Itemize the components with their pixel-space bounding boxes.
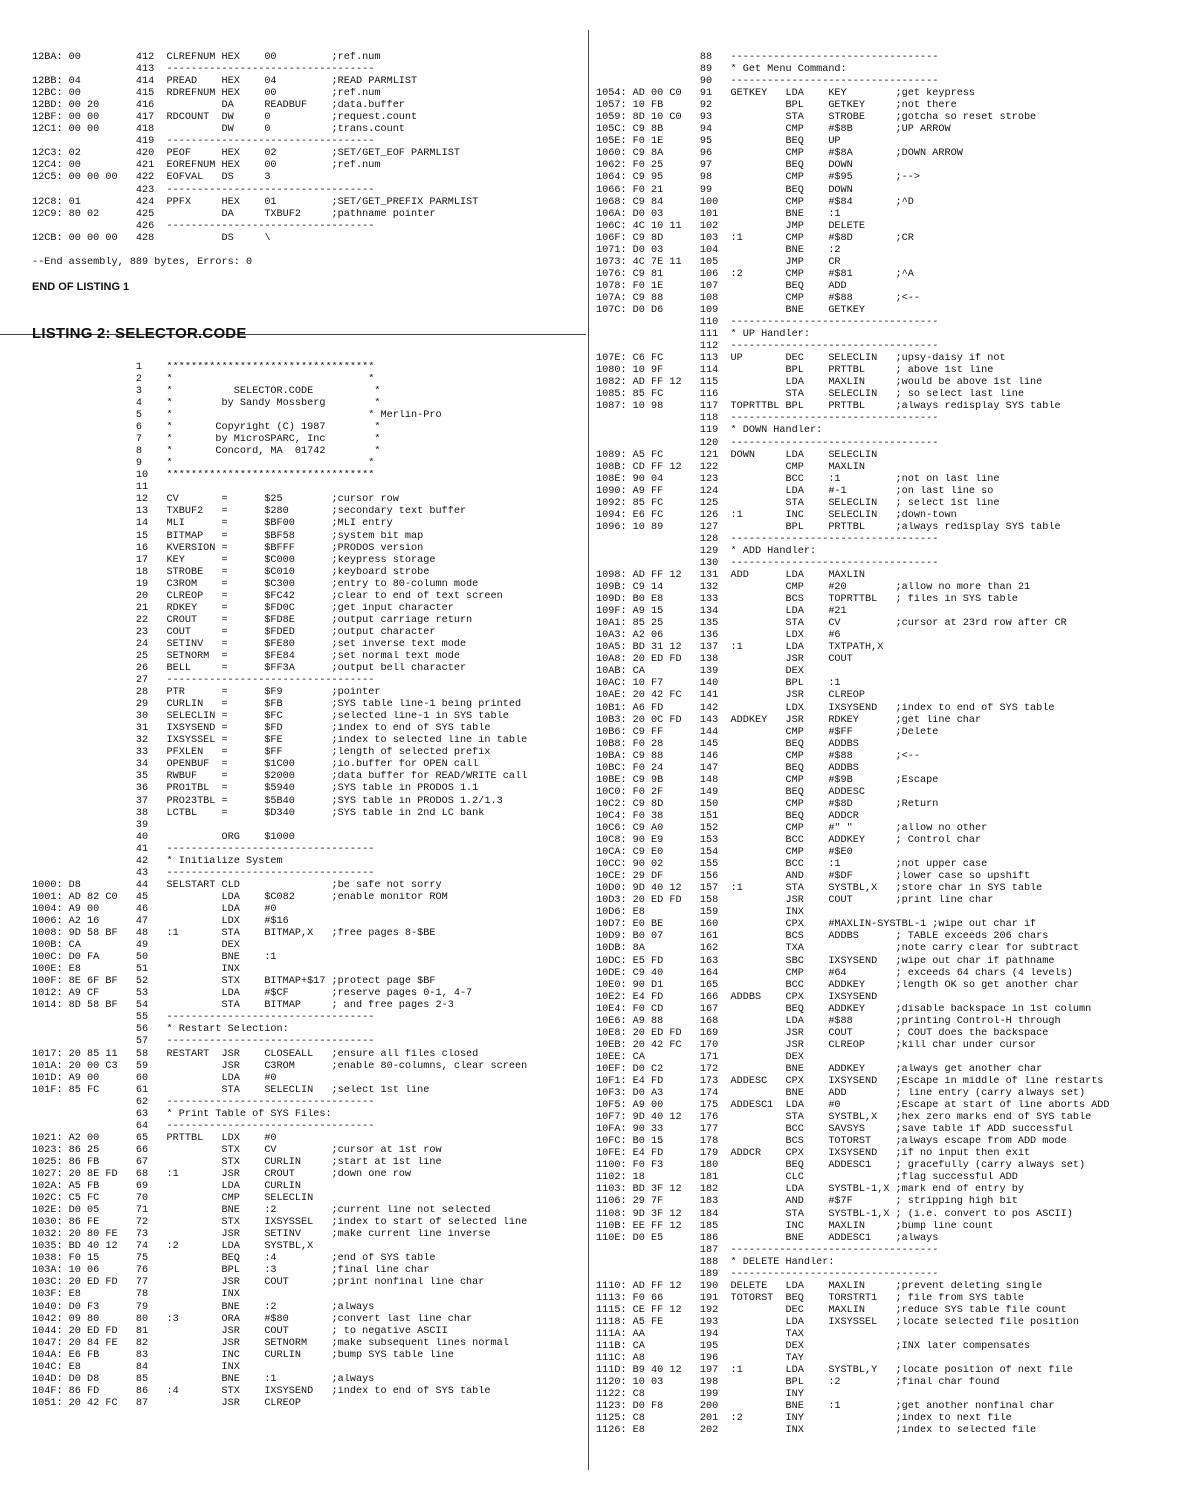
code-line: 32 IXSYSSEL = $FE ;index to selected line in table: [32, 735, 528, 747]
code-line: 1073: 4C 7E 11 105 JMP CR: [596, 256, 841, 268]
code-line: 8 * Concord, MA 01742 *: [32, 446, 381, 458]
code-line: 10C2: C9 8D 150 CMP #$8D ;Return: [596, 798, 939, 810]
code-line: 413 ----------------------------------: [32, 64, 375, 76]
code-line: 128 ----------------------------------: [596, 533, 939, 545]
code-line: 57 ----------------------------------: [32, 1036, 375, 1048]
code-line: 1042: 09 80 80 :3 ORA #$80 ;convert last line char: [32, 1313, 473, 1325]
code-line: 1096: 10 89 127 BPL PRTTBL ;always redisplay SYS table: [596, 521, 1061, 533]
code-line: 10B8: F0 28 145 BEQ ADDBS: [596, 738, 859, 750]
code-line: [32, 245, 584, 257]
code-line: 10E4: F0 CD 167 BEQ ADDKEY ;disable backspace in 1st column: [596, 1003, 1092, 1015]
code-line: 22 CROUT = $FD8E ;output carriage return: [32, 614, 473, 626]
code-line: 1108: 9D 3F 12 184 STA SYSTBL-1,X ; (i.e. convert to pos ASCII): [596, 1208, 1073, 1220]
code-line: 10B6: C9 FF 144 CMP #$FF ;Delete: [596, 726, 939, 738]
code-line: 4 * by Sandy Mossberg *: [32, 397, 381, 409]
code-line: 25 SETNORM = $FE84 ;set normal text mode: [32, 650, 460, 662]
code-line: 187 ----------------------------------: [596, 1244, 939, 1256]
code-line: 102C: C5 FC 70 CMP SELECLIN: [32, 1193, 314, 1205]
code-line: 10BA: C9 88 146 CMP #$88 ;<--: [596, 750, 921, 762]
code-line: 106F: C9 8D 103 :1 CMP #$8D ;CR: [596, 232, 914, 244]
code-line: 1071: D0 03 104 BNE :2: [596, 244, 841, 256]
code-line: 10F7: 9D 40 12 176 STA SYSTBL,X ;hex zero marks end of SYS table: [596, 1112, 1092, 1124]
code-line: 1047: 20 84 FE 82 JSR SETNORM ;make subsequent lines normal: [32, 1337, 509, 1349]
code-line: 1027: 20 8E FD 68 :1 JSR CROUT ;down one row: [32, 1168, 412, 1180]
code-line: 106A: D0 03 101 BNE :1: [596, 208, 841, 220]
code-line: 1100: F0 F3 180 BEQ ADDESC1 ; gracefully (carry always set): [596, 1160, 1086, 1172]
code-line: 1066: F0 21 99 BEQ DOWN: [596, 184, 853, 196]
code-line: 12C9: 80 02 425 DA TXBUF2 ;pathname pointer: [32, 208, 436, 220]
code-line: 112 ----------------------------------: [596, 341, 939, 353]
right-column: [596, 52, 1176, 1437]
code-line: 10BE: C9 9B 148 CMP #$9B ;Escape: [596, 774, 939, 786]
code-line: 2 * *: [32, 373, 375, 385]
code-line: 103F: E8 78 INX: [32, 1289, 240, 1301]
code-line: --End assembly, 889 bytes, Errors: 0: [32, 256, 253, 268]
code-line: 103C: 20 ED FD 77 JSR COUT ;print nonfinal line char: [32, 1277, 485, 1289]
code-line: 1085: 85 FC 116 STA SELECLIN ; so select last line: [596, 389, 1024, 401]
code-line: 1110: AD FF 12 190 DELETE LDA MAXLIN ;prevent deleting single: [596, 1280, 1043, 1292]
code-line: 10 **********************************: [32, 470, 375, 482]
code-line: 119 * DOWN Handler:: [596, 425, 823, 437]
code-line: 12C8: 01 424 PPFX HEX 01 ;SET/GET_PREFIX PARMLIST: [32, 196, 479, 208]
code-line: 1098: AD FF 12 131 ADD LDA MAXLIN: [596, 570, 865, 582]
code-line: 101A: 20 00 C3 59 JSR C3ROM ;enable 80-columns, clear screen: [32, 1060, 528, 1072]
code-line: 12BD: 00 20 416 DA READBUF ;data.buffer: [32, 100, 405, 112]
code-line: 34 OPENBUF = $1C00 ;io.buffer for OPEN call: [32, 759, 479, 771]
code-line: 1035: BD 40 12 74 :2 LDA SYSTBL,X: [32, 1241, 314, 1253]
code-line: 10E2: E4 FD 166 ADDBS CPX IXSYSEND: [596, 991, 878, 1003]
code-line: 10EE: CA 171 DEX: [596, 1051, 804, 1063]
code-line: 1023: 86 25 66 STX CV ;cursor at 1st row: [32, 1144, 442, 1156]
code-line: 10D7: E0 BE 160 CPX #MAXLIN-SYSTBL-1 ;wipe out char if: [596, 919, 1037, 931]
code-line: 13 TXBUF2 = $280 ;secondary text buffer: [32, 506, 467, 518]
code-line: 18 STROBE = $C010 ;keyboard strobe: [32, 566, 430, 578]
code-line: 10F1: E4 FD 173 ADDESC CPX IXSYSEND ;Escape in middle of line restarts: [596, 1075, 1104, 1087]
code-line: 12C1: 00 00 418 DW 0 ;trans.count: [32, 124, 405, 136]
code-line: 10D3: 20 ED FD 158 JSR COUT ;print line char: [596, 895, 994, 907]
code-line: 9 * *: [32, 458, 375, 470]
code-line: 1103: BD 3F 12 182 LDA SYSTBL-1,X ;mark end of entry by: [596, 1184, 1024, 1196]
code-line: 10C6: C9 A0 152 CMP #" " ;allow no other: [596, 823, 988, 834]
code-line: 1012: A9 CF 53 LDA #$CF ;reserve pages 0-1, 4-7: [32, 988, 473, 1000]
code-line: 10CE: 29 DF 156 AND #$DF ;lower case so upshift: [596, 871, 1031, 883]
code-line: 1060: C9 8A 96 CMP #$8A ;DOWN ARROW: [596, 148, 963, 160]
code-line: 5 * * Merlin-Pro: [32, 410, 442, 422]
code-line: 15 BITMAP = $BF58 ;system bit map: [32, 530, 424, 542]
code-line: 1120: 10 03 198 BPL :2 ;final char found: [596, 1377, 1000, 1389]
code-line: 110 ----------------------------------: [596, 317, 939, 329]
code-line: 102A: A5 FB 69 LDA CURLIN: [32, 1181, 301, 1193]
code-line: 42 * Initialize System: [32, 855, 283, 867]
code-line: 10D0: 9D 40 12 157 :1 STA SYSTBL,X ;store char in SYS table: [596, 883, 1043, 895]
code-line: 111B: CA 195 DEX ;INX later compensates: [596, 1341, 1031, 1353]
code-line: 118 ----------------------------------: [596, 413, 939, 425]
code-line: 100E: E8 51 INX: [32, 964, 240, 976]
code-line: 189 ----------------------------------: [596, 1268, 939, 1280]
code-line: 1064: C9 95 98 CMP #$95 ;-->: [596, 172, 921, 184]
code-line: 107E: C6 FC 113 UP DEC SELECLIN ;upsy-daisy if not: [596, 353, 1006, 365]
code-line: 10EF: D0 C2 172 BNE ADDKEY ;always get another char: [596, 1063, 1043, 1075]
code-line: 1014: 8D 58 BF 54 STA BITMAP ; and free pages 2-3: [32, 1000, 454, 1012]
listing2-code-left: [32, 362, 584, 1410]
code-line: 38 LCTBL = $D340 ;SYS table in 2nd LC bank: [32, 807, 485, 819]
code-line: 1062: F0 25 97 BEQ DOWN: [596, 160, 853, 172]
code-line: 100B: CA 49 DEX: [32, 940, 240, 952]
code-line: 3 * SELECTOR.CODE *: [32, 385, 381, 397]
code-line: 14 MLI = $BF00 ;MLI entry: [32, 518, 393, 530]
code-line: 103A: 10 06 76 BPL :3 ;final line char: [32, 1265, 430, 1277]
code-line: 100C: D0 FA 50 BNE :1: [32, 952, 277, 964]
code-line: 1030: 86 FE 72 STX IXSYSSEL ;index to start of selected line: [32, 1217, 528, 1229]
code-line: 35 RWBUF = $2000 ;data buffer for READ/WRITE call: [32, 771, 528, 783]
code-line: 1092: 85 FC 125 STA SELECLIN ; select 1st line: [596, 497, 1000, 509]
code-line: 10CA: C9 E0 154 CMP #$E0: [596, 847, 853, 859]
code-line: 188 * DELETE Handler:: [596, 1256, 835, 1268]
code-line: 1090: A9 FF 124 LDA #-1 ;on last line so: [596, 485, 994, 497]
code-line: 10F5: A9 00 175 ADDESC1 LDA #0 ;Escape at start of line aborts ADD: [596, 1100, 1110, 1112]
code-line: 12BF: 00 00 417 RDCOUNT DW 0 ;request.count: [32, 112, 418, 124]
code-line: 11: [32, 482, 149, 494]
code-line: 21 RDKEY = $FD0C ;get input character: [32, 602, 454, 614]
code-line: 10C8: 90 E9 153 BCC ADDKEY ; Control char: [596, 835, 982, 847]
code-line: 55 ----------------------------------: [32, 1012, 375, 1024]
code-line: 105E: F0 1E 95 BEQ UP: [596, 136, 841, 148]
code-line: 17 KEY = $C000 ;keypress storage: [32, 554, 436, 566]
code-line: 104D: D0 D8 85 BNE :1 ;always: [32, 1373, 375, 1385]
code-line: 10BC: F0 24 147 BEQ ADDBS: [596, 762, 859, 774]
code-line: 426 ----------------------------------: [32, 220, 375, 232]
code-line: 1006: A2 16 47 LDX #$16: [32, 916, 289, 927]
code-line: 110B: EE FF 12 185 INC MAXLIN ;bump line count: [596, 1220, 994, 1232]
code-line: 10C4: F0 38 151 BEQ ADDCR: [596, 810, 859, 822]
code-line: 10D6: E8 159 INX: [596, 907, 804, 919]
code-line: 111C: A8 196 TAY: [596, 1353, 804, 1365]
code-line: 1051: 20 42 FC 87 JSR CLREOP: [32, 1397, 301, 1409]
code-line: 1054: AD 00 C0 91 GETKEY LDA KEY ;get keypress: [596, 88, 976, 100]
code-line: 12 CV = $25 ;cursor row: [32, 494, 399, 506]
code-line: 64 ----------------------------------: [32, 1120, 375, 1132]
code-line: 1040: D0 F3 79 BNE :2 ;always: [32, 1301, 375, 1313]
code-line: 10AB: CA 139 DEX: [596, 666, 804, 678]
code-line: 1106: 29 7F 183 AND #$7F ; stripping high bit: [596, 1196, 1018, 1208]
code-line: 111 * UP Handler:: [596, 329, 810, 341]
code-line: 1122: C8 199 INY: [596, 1389, 804, 1401]
code-line: 39: [32, 819, 149, 831]
code-line: 10CC: 90 02 155 BCC :1 ;not upper case: [596, 859, 988, 871]
code-line: 107C: D0 D6 109 BNE GETKEY: [596, 304, 865, 316]
end-of-listing-label: END OF LISTING 1: [32, 280, 130, 293]
code-line: 129 * ADD Handler:: [596, 545, 817, 557]
code-line: 89 * Get Menu Command:: [596, 64, 847, 76]
code-line: 1025: 86 FB 67 STX CURLIN ;start at 1st line: [32, 1156, 442, 1168]
code-line: 1057: 10 FB 92 BPL GETKEY ;not there: [596, 100, 957, 112]
code-line: 10DB: 8A 162 TXA ;note carry clear for subtract: [596, 943, 1079, 955]
code-line: 1044: 20 ED FD 81 JSR COUT ; to negative ASCII: [32, 1325, 448, 1337]
code-line: 1032: 20 80 FE 73 JSR SETINV ;make current line inverse: [32, 1229, 491, 1241]
code-line: 423 ----------------------------------: [32, 184, 375, 196]
code-line: 108E: 90 04 123 BCC :1 ;not on last line: [596, 473, 1000, 485]
code-line: 1123: D0 F8 200 BNE :1 ;get another nonfinal char: [596, 1401, 1055, 1413]
code-line: 10E0: 90 D1 165 BCC ADDKEY ;length OK so get another char: [596, 979, 1079, 991]
code-line: 19 C3ROM = $C300 ;entry to 80-column mode: [32, 578, 479, 590]
code-line: 10C0: F0 2F 149 BEQ ADDESC: [596, 786, 865, 798]
code-line: 1008: 9D 58 BF 48 :1 STA BITMAP,X ;free pages 8-$BE: [32, 928, 436, 940]
code-line: 10EB: 20 42 FC 170 JSR CLREOP ;kill char under cursor: [596, 1039, 1037, 1051]
code-line: 10DC: E5 FD 163 SBC IXSYSEND ;wipe out char if pathname: [596, 955, 1055, 967]
code-line: 10A3: A2 06 136 LDX #6: [596, 630, 841, 642]
code-line: 10D9: B0 07 161 BCS ADDBS ; TABLE exceeds 206 chars: [596, 931, 1049, 943]
code-line: 30 SELECLIN = $FC ;selected line-1 in SYS table: [32, 711, 509, 723]
code-line: 1059: 8D 10 C0 93 STA STROBE ;gotcha so reset strobe: [596, 112, 1037, 124]
code-line: 37 PRO23TBL = $5B40 ;SYS table in PRODOS 1.2/1.3: [32, 795, 503, 807]
code-line: 1068: C9 84 100 CMP #$84 ;^D: [596, 196, 914, 208]
code-line: 108B: CD FF 12 122 CMP MAXLIN: [596, 461, 865, 473]
code-line: 100F: 8E 6F BF 52 STX BITMAP+$17 ;protect page $BF: [32, 976, 436, 988]
code-line: 10B3: 20 0C FD 143 ADDKEY JSR RDKEY ;get line char: [596, 714, 982, 726]
left-column: [32, 52, 584, 1410]
code-line: 1017: 20 85 11 58 RESTART JSR CLOSEALL ;ensure all files closed: [32, 1048, 479, 1060]
code-line: 1 **********************************: [32, 361, 375, 373]
code-line: 12BB: 04 414 PREAD HEX 04 ;READ PARMLIST: [32, 76, 418, 88]
code-line: 1076: C9 81 106 :2 CMP #$81 ;^A: [596, 268, 914, 280]
code-line: 6 * Copyright (C) 1987 *: [32, 422, 381, 434]
code-line: 7 * by MicroSPARC, Inc *: [32, 434, 381, 446]
code-line: 27 ----------------------------------: [32, 675, 375, 687]
code-line: 10A1: 85 25 135 STA CV ;cursor at 23rd row after CR: [596, 618, 1067, 630]
code-line: 1126: E8 202 INX ;index to selected file: [596, 1425, 1037, 1437]
code-line: 106C: 4C 10 11 102 JMP DELETE: [596, 220, 865, 232]
code-line: 105C: C9 8B 94 CMP #$8B ;UP ARROW: [596, 124, 951, 136]
code-line: 36 PRO1TBL = $5940 ;SYS table in PRODOS 1.1: [32, 783, 479, 795]
code-line: 12CB: 00 00 00 428 DS \: [32, 232, 271, 244]
code-line: 63 * Print Table of SYS Files:: [32, 1108, 332, 1120]
code-line: 20 CLREOP = $FC42 ;clear to end of text screen: [32, 590, 503, 602]
code-line: 10A5: BD 31 12 137 :1 LDA TXTPATH,X: [596, 642, 884, 654]
code-line: 28 PTR = $F9 ;pointer: [32, 687, 381, 699]
code-line: 1001: AD 82 C0 45 LDA $C082 ;enable monitor ROM: [32, 891, 448, 903]
code-line: 10B1: A6 FD 142 LDX IXSYSEND ;index to end of SYS table: [596, 702, 1055, 714]
code-line: 26 BELL = $FF3A ;output bell character: [32, 663, 467, 675]
code-line: 1038: F0 15 75 BEQ :4 ;end of SYS table: [32, 1253, 436, 1265]
code-line: 1021: A2 00 65 PRTTBL LDX #0: [32, 1132, 277, 1144]
code-line: 10E8: 20 ED FD 169 JSR COUT ; COUT does the backspace: [596, 1027, 1049, 1039]
code-line: 56 * Restart Selection:: [32, 1024, 289, 1036]
code-line: 12C3: 02 420 PEOF HEX 02 ;SET/GET_EOF PARMLIST: [32, 148, 460, 160]
code-line: 10FC: B0 15 178 BCS TOTORST ;always escape from ADD mode: [596, 1136, 1067, 1148]
code-line: 40 ORG $1000: [32, 831, 295, 843]
code-line: 88 ----------------------------------: [596, 52, 939, 63]
code-line: 101F: 85 FC 61 STA SELECLIN ;select 1st line: [32, 1084, 430, 1096]
code-line: 23 COUT = $FDED ;output character: [32, 626, 436, 638]
code-line: 10FA: 90 33 177 BCC SAVSYS ;save table if ADD successful: [596, 1124, 1073, 1136]
code-line: 1080: 10 9F 114 BPL PRTTBL ; above 1st line: [596, 365, 994, 377]
code-line: 29 CURLIN = $FB ;SYS table line-1 being printed: [32, 699, 522, 711]
code-line: 31 IXSYSEND = $FD ;index to end of SYS table: [32, 723, 491, 735]
code-line: 1087: 10 98 117 TOPRTTBL BPL PRTTBL ;always redisplay SYS table: [596, 401, 1061, 413]
column-divider: [588, 30, 589, 1470]
code-line: 43 ----------------------------------: [32, 867, 375, 879]
code-line: 101D: A9 00 60 LDA #0: [32, 1072, 277, 1084]
code-line: 102E: D0 05 71 BNE :2 ;current line not selected: [32, 1205, 491, 1217]
code-line: 130 ----------------------------------: [596, 557, 939, 569]
code-line: 1082: AD FF 12 115 LDA MAXLIN ;would be above 1st line: [596, 377, 1043, 389]
code-line: 10AC: 10 F7 140 BPL :1: [596, 678, 841, 690]
code-line: 1102: 18 181 CLC ;flag successful ADD: [596, 1172, 1018, 1184]
code-line: 111A: AA 194 TAX: [596, 1328, 804, 1340]
code-line: 90 ----------------------------------: [596, 76, 939, 88]
code-line: 1118: A5 FE 193 LDA IXSYSSEL ;locate selected file position: [596, 1316, 1079, 1328]
code-line: 12C4: 00 421 EOREFNUM HEX 00 ;ref.num: [32, 160, 381, 172]
code-line: 1089: A5 FC 121 DOWN LDA SELECLIN: [596, 449, 878, 461]
code-line: 12BA: 00 412 CLREFNUM HEX 00 ;ref.num: [32, 52, 381, 63]
code-line: 10E6: A9 88 168 LDA #$88 ;printing Control-H through: [596, 1015, 1061, 1027]
code-line: 419 ----------------------------------: [32, 136, 375, 148]
code-line: 12BC: 00 415 RDREFNUM HEX 00 ;ref.num: [32, 88, 381, 100]
code-line: 109B: C9 14 132 CMP #20 ;allow no more than 21: [596, 582, 1031, 594]
listing1-code: [32, 52, 584, 269]
code-line: 62 ----------------------------------: [32, 1096, 375, 1108]
code-line: 104C: E8 84 INX: [32, 1361, 240, 1373]
code-line: 10A8: 20 ED FD 138 JSR COUT: [596, 654, 853, 666]
code-line: 1094: E6 FC 126 :1 INC SELECLIN ;down-town: [596, 509, 957, 521]
listing2-title: LISTING 2: SELECTOR.CODE: [32, 324, 247, 342]
code-line: 10AE: 20 42 FC 141 JSR CLREOP: [596, 690, 865, 702]
code-line: 111D: B9 40 12 197 :1 LDA SYSTBL,Y ;locate position of next file: [596, 1365, 1073, 1377]
code-line: 109F: A9 15 134 LDA #21: [596, 606, 847, 618]
code-line: 104A: E6 FB 83 INC CURLIN ;bump SYS table line: [32, 1349, 454, 1361]
code-line: 107A: C9 88 108 CMP #$88 ;<--: [596, 292, 921, 304]
code-line: 1115: CE FF 12 192 DEC MAXLIN ;reduce SYS table file count: [596, 1304, 1067, 1316]
code-line: 10DE: C9 40 164 CMP #64 ; exceeds 64 chars (4 levels): [596, 967, 1073, 979]
code-line: 1078: F0 1E 107 BEQ ADD: [596, 280, 847, 292]
code-line: 1004: A9 00 46 LDA #0: [32, 903, 277, 915]
listing2-code-right: [596, 52, 1176, 1437]
code-line: 24 SETINV = $FE80 ;set inverse text mode: [32, 638, 467, 650]
code-line: 1125: C8 201 :2 INY ;index to next file: [596, 1413, 1012, 1425]
code-line: 41 ----------------------------------: [32, 843, 375, 855]
code-line: 1113: F0 66 191 TOTORST BEQ TORSTRT1 ; file from SYS table: [596, 1292, 1024, 1304]
code-line: 120 ----------------------------------: [596, 437, 939, 449]
code-line: 110E: D0 E5 186 BNE ADDESC1 ;always: [596, 1232, 939, 1244]
code-line: 12C5: 00 00 00 422 EOFVAL DS 3: [32, 172, 271, 184]
code-line: 16 KVERSION = $BFFF ;PRODOS version: [32, 542, 424, 554]
code-line: 10FE: E4 FD 179 ADDCR CPX IXSYSEND ;if no input then exit: [596, 1148, 1031, 1160]
code-line: 1000: D8 44 SELSTART CLD ;be safe not sorry: [32, 879, 442, 891]
code-line: 109D: B0 E8 133 BCS TOPRTTBL ; files in SYS table: [596, 594, 1018, 606]
code-line: 10F3: D0 A3 174 BNE ADD ; line entry (carry always set): [596, 1088, 1086, 1100]
code-line: 104F: 86 FD 86 :4 STX IXSYSEND ;index to end of SYS table: [32, 1385, 491, 1397]
code-line: 33 PFXLEN = $FF ;length of selected prefix: [32, 747, 491, 759]
